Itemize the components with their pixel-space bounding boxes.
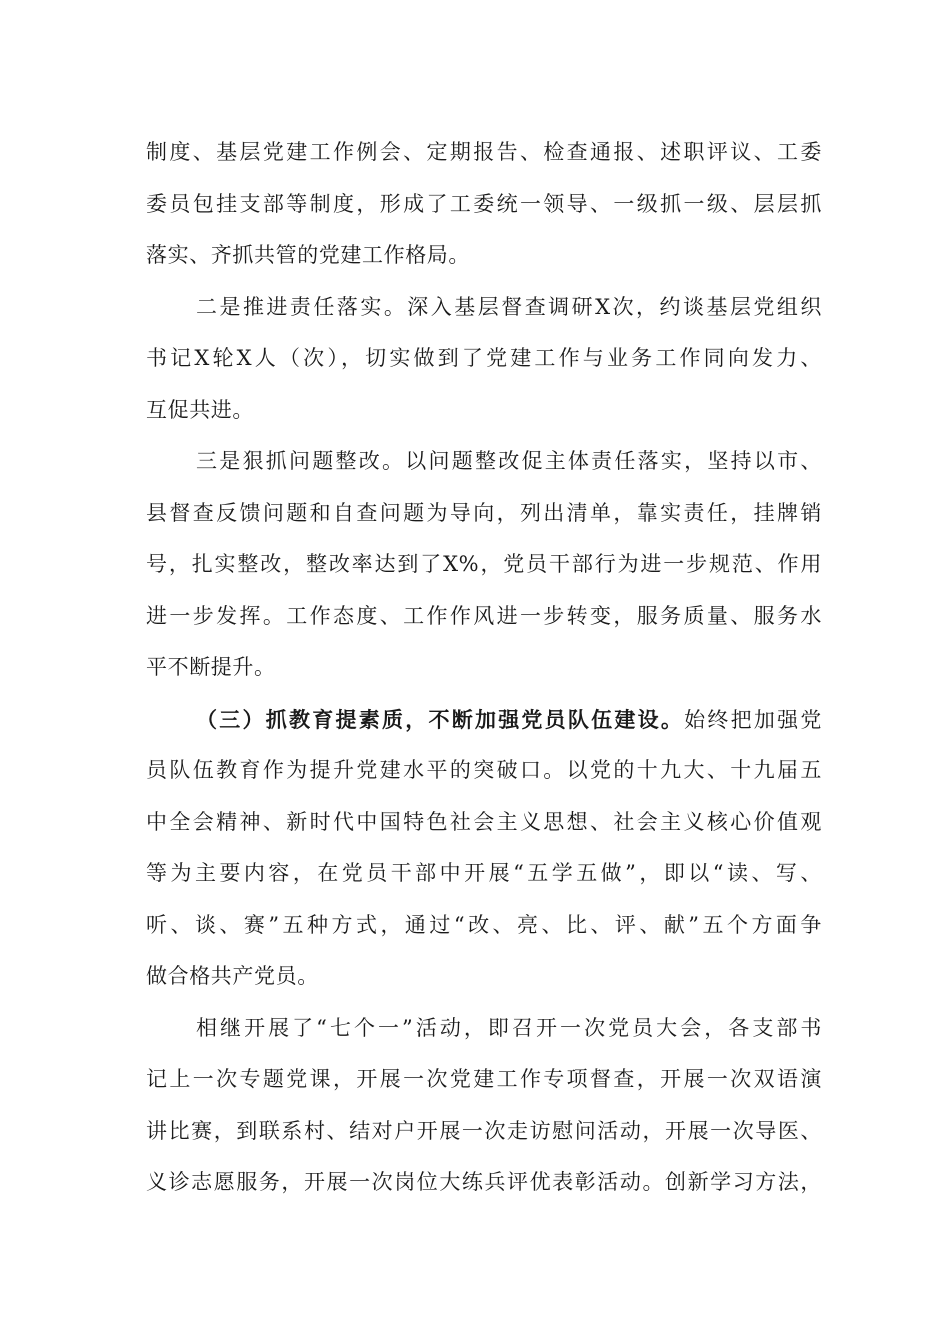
paragraph-responsibility [146,282,822,437]
text-line: 书记X轮X人（次），切实做到了党建工作与业务工作同向发力、 [146,346,822,370]
text-line: 中全会精神、新时代中国特色社会主义思想、社会主义核心价值观 [146,809,822,834]
text-line: 进一步发挥。工作态度、工作作风进一步转变，服务质量、服务水 [146,603,822,628]
paragraph-education [146,694,822,1003]
text-line: 员队伍教育作为提升党建水平的突破口。以党的十九大、十九届五 [146,758,822,782]
text-line: 讲比赛，到联系村、结对户开展一次走访慰问活动，开展一次导医、 [146,1118,822,1143]
text-line: 义诊志愿服务，开展一次岗位大练兵评优表彰活动。创新学习方法， [146,1170,822,1194]
text-line: 二是推进责任落实。深入基层督查调研X次，约谈基层党组织 [196,294,822,319]
text-line: 县督查反馈问题和自查问题为导向，列出清单，靠实责任，挂牌销 [146,500,822,525]
paragraph-system [146,127,822,282]
text-line [146,694,822,746]
text-line: 相继开展了“七个一”活动，即召开一次党员大会，各支部书 [196,1015,822,1040]
paragraph-activities [146,1003,822,1209]
text-line: 三是狠抓问题整改。以问题整改促主体责任落实，坚持以市、 [196,449,822,473]
text-line: 落实、齐抓共管的党建工作格局。 [146,243,470,267]
document-page [146,127,822,1209]
paragraph-rectification [146,436,822,694]
section-heading: （三）抓教育提素质，不断加强党员队伍建设。 [196,706,685,732]
text-line: 互促共进。 [146,397,254,422]
text-line: 委员包挂支部等制度，形成了工委统一领导、一级抓一级、层层抓 [146,191,822,216]
text-line: 号，扎实整改，整改率达到了X%，党员干部行为进一步规范、作用 [146,552,822,576]
text-line: 等为主要内容，在党员干部中开展“五学五做”，即以“读、写、 [146,861,822,885]
text-line: 记上一次专题党课，开展一次党建工作专项督查，开展一次双语演 [146,1067,822,1091]
heading-continuation: 始终把加强党 [684,707,822,732]
text-line: 平不断提升。 [146,655,276,679]
text-line: 听、谈、赛”五种方式，通过“改、亮、比、评、献”五个方面争 [146,912,822,937]
text-line: 制度、基层党建工作例会、定期报告、检查通报、述职评议、工委 [146,140,822,164]
text-line: 做合格共产党员。 [146,964,319,988]
